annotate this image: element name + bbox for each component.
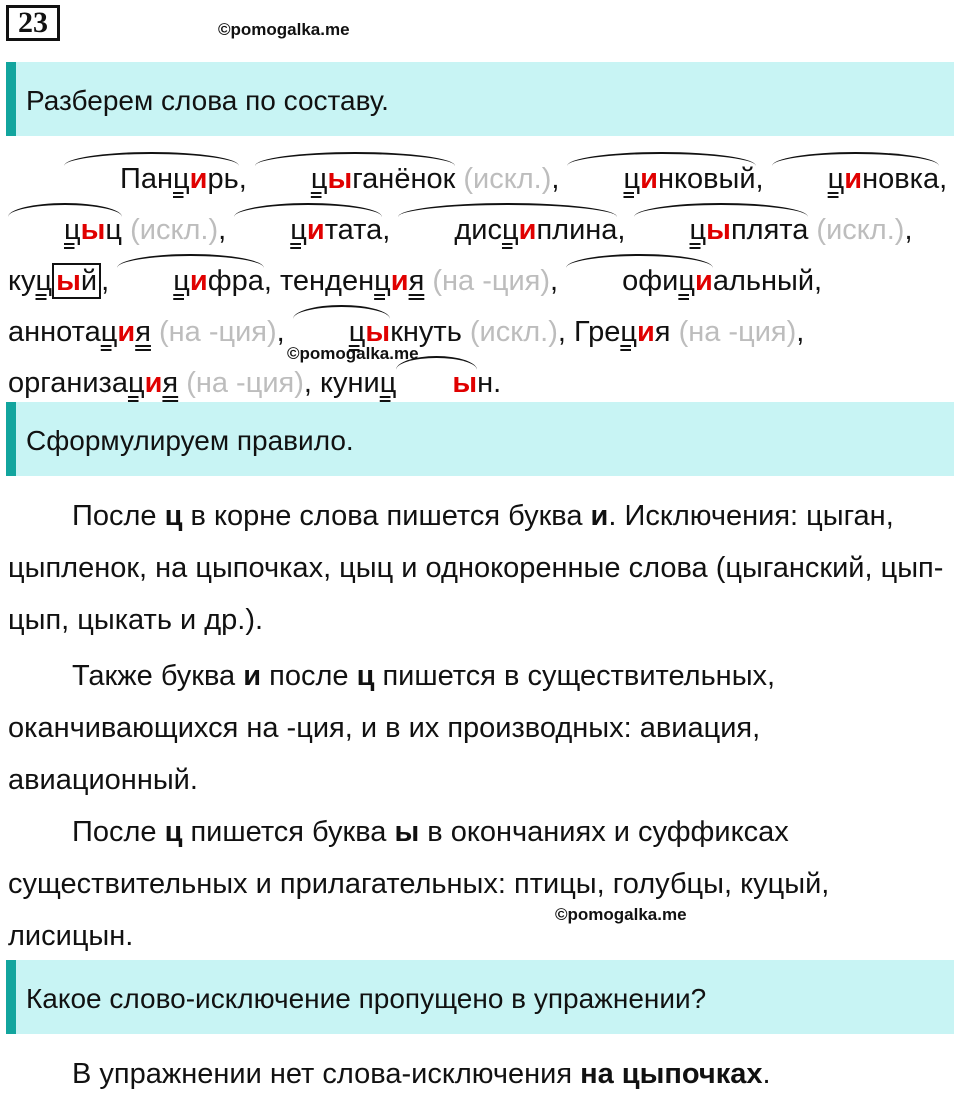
heading-question: Какое слово-исключение пропущено в упражнении? <box>6 960 954 1034</box>
heading-parse: Разберем слова по составу. <box>6 62 954 136</box>
exercise-words: Панцирь, цыганёнок (искл.), цинковый, циновка, цыц (искл.), цитата, дисциплина, цыплята (искл.), куц ый , цифра, тенденция (на -ция), официальный, аннотация (на -ция), цыкнуть (искл.), Греция (на -ция), организация (на -ция), куниц ын. <box>8 152 948 407</box>
rule-paragraph-3: После ц пишется буква ы в окончаниях и суффиксах существительных и прилагательных: птицы, голубцы, куцый, лисицын. <box>8 816 830 952</box>
page-number: 23 <box>6 5 60 41</box>
watermark: ©pomogalka.me <box>287 344 419 363</box>
rule-paragraph-1: После ц в корне слова пишется буква и. Исключения: цыган, цыпленок, на цыпочках, цыц и однокоренные слова (цыганский, цып-цып, цыкать и др.). <box>8 500 944 636</box>
rule-paragraph-2: Также буква и после ц пишется в существительных, оканчивающихся на -ция, и в их производных: авиация, авиационный. <box>8 660 776 796</box>
answer-paragraph: В упражнении нет слова-исключения на цыпочках. <box>72 1058 771 1090</box>
heading-rule: Сформулируем правило. <box>6 402 954 476</box>
word-root: Панцирь <box>64 152 239 203</box>
watermark: ©pomogalka.me <box>218 20 350 39</box>
watermark: ©pomogalka.me <box>555 905 687 924</box>
